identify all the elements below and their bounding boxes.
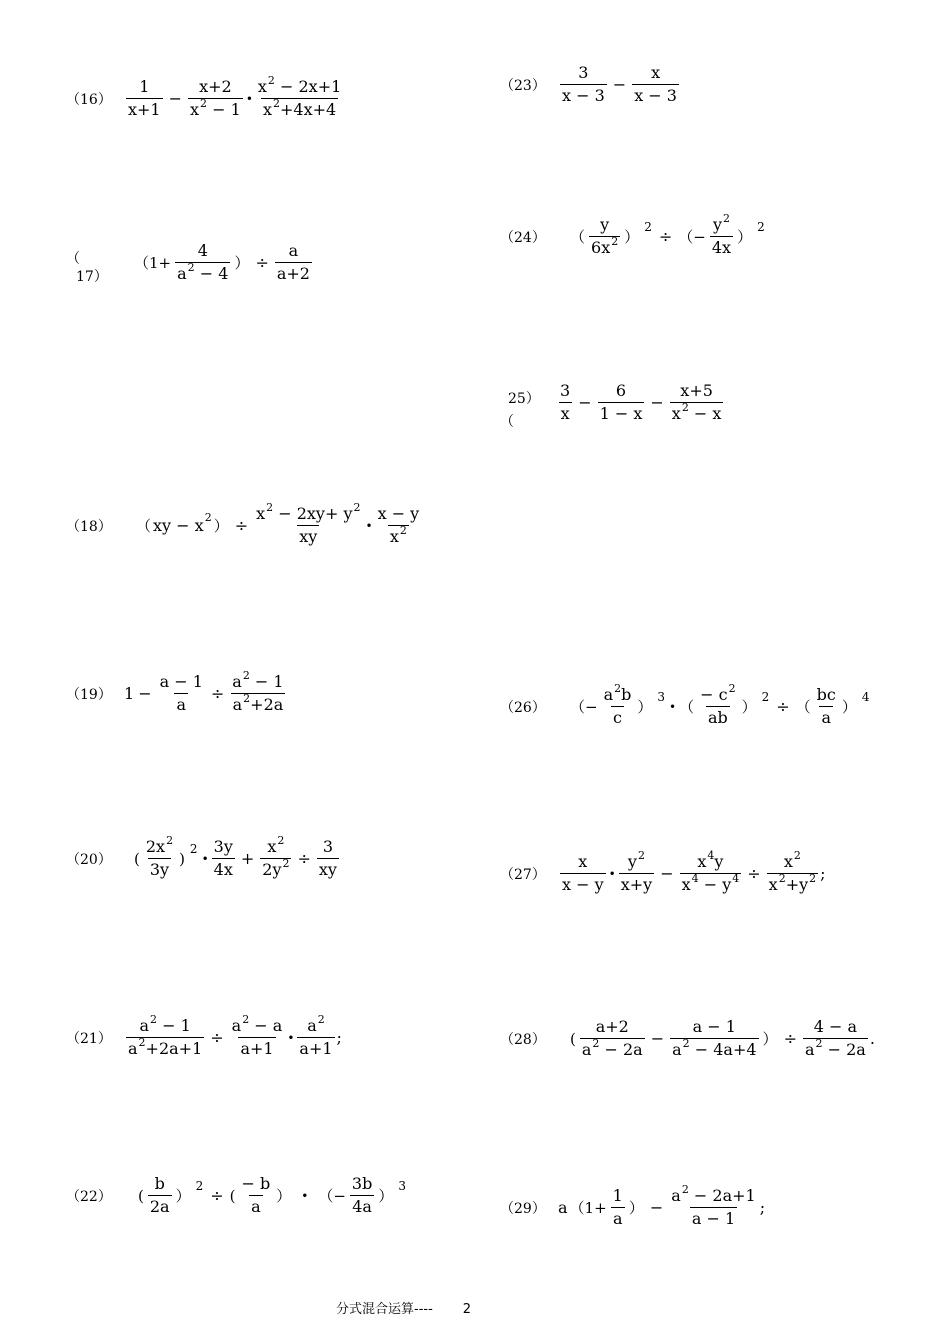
- expression: $\frac{3}{x}$ − $\frac{6}{1 - x}$ − $\frac{x+5}{x^2 - x}$: [560, 381, 722, 424]
- problem-number: （23）: [500, 77, 546, 94]
- expression: $\frac{3}{x - 3}$ − $\frac{x}{x - 3}$: [562, 63, 677, 106]
- problem-17: [132, 242, 314, 284]
- problem-number: （21）: [66, 1030, 112, 1047]
- expression: $\frac{a^2 - 1}{a^2+2a+1}$ ÷ $\frac{a^2 - a}{a+1}$ • $\frac{a^2}{a+1}$ ;: [128, 1013, 342, 1059]
- problem-20: [66, 834, 341, 880]
- problem-17-number: 17）: [76, 269, 108, 285]
- problem-19: [66, 669, 288, 715]
- expression: ( $\frac{a+2}{a^2 - 2a}$ − $\frac{a - 1}{a^2 - 4a+4}$ ） ÷ $\frac{4 - a}{a^2 - 2a}$ .: [570, 1017, 875, 1060]
- problem-18: [66, 501, 423, 547]
- problem-25: [556, 382, 725, 424]
- expression: $\frac{1}{x+1}$ − $\frac{x+2}{x^2 - 1}$ • $\frac{x^2 - 2x+1}{x^2+4x+4}$: [128, 74, 342, 120]
- expression: ( $\frac{2x^2}{3y}$ ) 2 • $\frac{3y}{4x}$ + $\frac{x^2}{2y^2}$ ÷ $\frac{3}{xy}$: [134, 834, 337, 880]
- problem-24: [500, 212, 768, 258]
- problem-number: （28）: [500, 1031, 546, 1048]
- problem-27: [500, 849, 826, 895]
- problem-25-number: 25）: [508, 391, 540, 407]
- problem-23: [500, 64, 681, 106]
- expression: a （1+ $\frac{1}{a}$ ） − $\frac{a^2 - 2a+1}{a - 1}$ ;: [558, 1183, 766, 1229]
- problem-26: [500, 682, 873, 728]
- problem-28: [500, 1018, 875, 1060]
- page-footer: [336, 1298, 471, 1317]
- problem-21: [66, 1013, 342, 1059]
- problem-17-open: （: [66, 251, 80, 267]
- problem-number: （29）: [500, 1200, 546, 1217]
- expression: 1 − $\frac{a - 1}{a}$ ÷ $\frac{a^2 - 1}{a^2+2a}$: [124, 669, 284, 715]
- problem-number: （20）: [66, 851, 112, 868]
- expression: $\frac{x}{x - y}$ • $\frac{y^2}{x+y}$ − $\frac{x^4y}{x^4 - y^4}$ ÷ $\frac{x^2}{x^2+y^2}$ ;: [562, 849, 826, 895]
- problem-16: [66, 74, 345, 120]
- problem-29: [500, 1183, 766, 1229]
- expression: （ $\frac{y}{6x^2}$ ） 2 ÷ （− $\frac{y^2}{4x}$ ） 2: [570, 212, 765, 258]
- problem-number: （27）: [500, 866, 546, 883]
- problem-22: [66, 1175, 409, 1217]
- problem-number: （16）: [66, 91, 112, 108]
- problem-number: （26）: [500, 699, 546, 716]
- problem-number: （19）: [66, 686, 112, 703]
- problem-number: （22）: [66, 1188, 112, 1205]
- expression: （1+ $\frac{4}{a^2 - 4}$ ） ÷ $\frac{a}{a+2}$: [134, 241, 310, 284]
- expression: （ xy − x 2 ） ÷ $\frac{x^2 - 2xy+ y^2}{xy}$ • $\frac{x - y}{x^2}$: [136, 501, 420, 547]
- page-number: 2: [462, 1302, 472, 1317]
- expression: ( $\frac{b}{2a}$ ） 2 ÷ ( $\frac{- b}{a}$ ） • （− $\frac{3b}{4a}$ ） 3: [138, 1174, 406, 1217]
- problem-number: （24）: [500, 229, 546, 246]
- problem-25-open: （: [500, 414, 514, 430]
- expression: （− $\frac{a^2b}{c}$ ） 3 • （ $\frac{- c^2}{ab}$ ） 2 ÷ （ $\frac{bc}{a}$ ） 4: [570, 682, 870, 728]
- footer-text: 分式混合运算----: [336, 1302, 433, 1317]
- problem-number: （18）: [66, 518, 112, 535]
